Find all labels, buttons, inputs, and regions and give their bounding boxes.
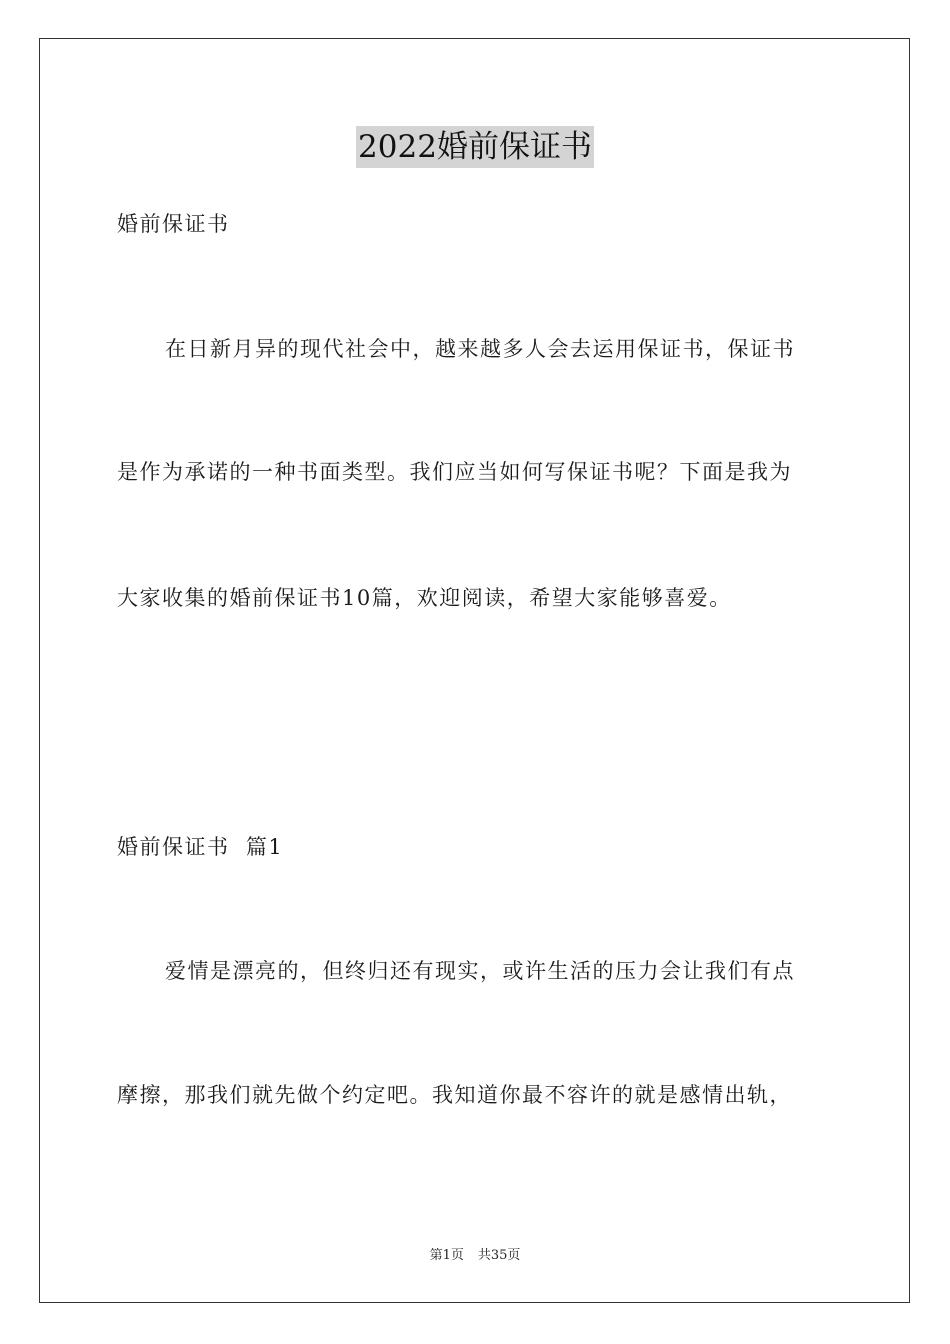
- page-footer: [0, 1247, 950, 1265]
- intro-line-3: 大家收集的婚前保证书10篇，欢迎阅读，希望大家能够喜爱。: [117, 586, 732, 610]
- intro-line-2: 是作为承诺的一种书面类型。我们应当如何写保证书呢？下面是我为: [117, 460, 792, 484]
- document-heading: 婚前保证书: [117, 212, 230, 236]
- intro-line-1: 在日新月异的现代社会中，越来越多人会去运用保证书，保证书: [165, 337, 795, 361]
- section-heading: 婚前保证书 篇1: [117, 835, 284, 859]
- page-number-total: 共35页: [477, 1248, 521, 1263]
- page-number-current: 第1页: [429, 1248, 464, 1263]
- document-title: 2022婚前保证书: [356, 126, 594, 168]
- title-container: [0, 126, 950, 168]
- section-line-2: 摩擦，那我们就先做个约定吧。我知道你最不容许的就是感情出轨，: [117, 1083, 792, 1107]
- section-line-1: 爱情是漂亮的，但终归还有现实，或许生活的压力会让我们有点: [165, 959, 795, 983]
